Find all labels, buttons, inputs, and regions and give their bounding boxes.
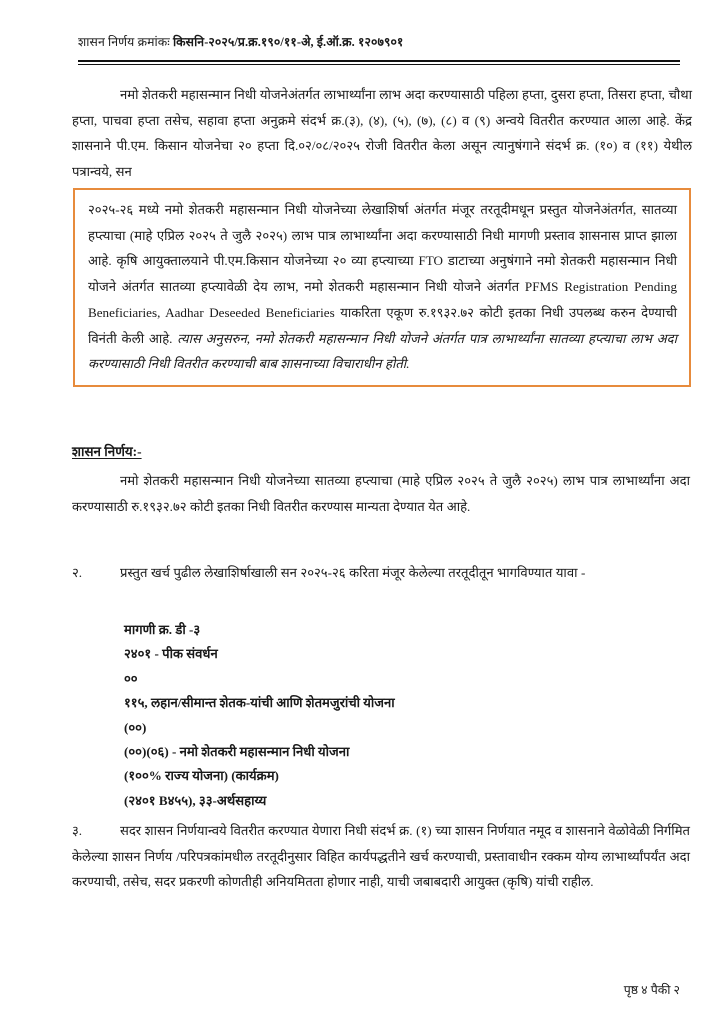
paragraph-two-wrap <box>72 560 690 586</box>
header-reference-line <box>78 34 678 51</box>
paragraph-three-number: ३. <box>72 823 83 838</box>
document-header <box>78 34 678 51</box>
paragraph-three-wrap <box>72 818 690 895</box>
intro-paragraph: नमो शेतकरी महासन्मान निधी योजनेअंतर्गत लाभार्थ्यांना लाभ अदा करण्यासाठी पहिला हप्ता, दुसरा हप्ता, तिसरा हप्ता, चौथा हप्ता, पाचवा हप्ता तसेच, सहावा हप्ता अनुक्रमे संदर्भ क्र.(३), (४), (५), (७), (८) व (९) अन्वये वितरीत करण्यात आला आहे. केंद्र शासनाने पी.एम. किसान योजनेचा २० हप्ता दि.०२/०८/२०२५ रोजी वितरीत केला असून त्यानुषंगाने संदर्भ क्र. (१०) व (११) येथील पत्रान्वये, सन <box>72 87 692 179</box>
highlighted-text-italic: त्यास अनुसरुन, नमो शेतकरी महासन्मान निधी योजने अंतर्गत पात्र लाभार्थ्यांना सातव्या हप्त्याचा लाभ अदा करण्यासाठी निधी वितरीत करण्याची बाब शासनाच्या विचाराधीन होती. <box>88 330 677 372</box>
budget-line: (२४०१ B४५५), ३३-अर्थसहाय्य <box>124 792 267 808</box>
header-divider-thin-line <box>78 64 680 66</box>
budget-line: मागणी क्र. डी -३ <box>124 622 201 637</box>
budget-line: ११५, लहान/सीमान्त शेतक-यांची आणि शेतमजुरांची योजना <box>124 695 395 711</box>
paragraph-three <box>72 818 690 895</box>
highlighted-text-normal: २०२५-२६ मध्ये नमो शेतकरी महासन्मान निधी योजनेच्या लेखाशिर्षा अंतर्गत मंजूर तरतूदीमधून प्रस्तुत योजनेअंतर्गत, सातव्या हप्त्याचा (माहे एप्रिल २०२५ ते जुलै २०२५) लाभ पात्र लाभार्थ्यांना अदा करण्यासाठी निधी मागणी प्रस्ताव शासनास प्राप्त झाला आहे. कृषि आयुक्तालयाने पी.एम.किसान योजनेच्या २० व्या हप्त्याच्या FTO डाटाच्या अनुषंगाने नमो शेतकरी महासन्मान निधी योजने अंतर्गत सातव्या हप्त्यावेळी देय लाभ, नमो शेतकरी महासन्मान निधी योजने अंतर्गत PFMS Registration Pending Beneficiaries, Aadhar Deseeded Beneficiaries याकरिता एकूण रु.१९३२.७२ कोटी इतका निधी उपलब्ध करुन देण्याची विनंती केली आहे. <box>88 202 677 346</box>
budget-line: (००)(०६) - नमो शेतकरी महासन्मान निधी योजना <box>124 744 350 760</box>
header-label: शासन निर्णय क्रमांकः <box>78 35 173 49</box>
paragraph-three-text: सदर शासन निर्णयान्वये वितरीत करण्यात येणारा निधी संदर्भ क्र. (१) च्या शासन निर्णयात नमूद व शासनाने वेळोवेळी निर्गमित केलेल्या शासन निर्णय /परिपत्रकांमधील तरतूदीनुसार विहित कार्यपद्धतीने खर्च करण्याची, प्रस्तावाधीन रक्कम योग्य लाभार्थ्यांपर्यंत अदा करण्याची, तसेच, सदर प्रकरणी कोणतीही अनियमितता होणार नाही, याची जबाबदारी आयुक्त (कृषि) यांची राहील. <box>72 823 690 890</box>
budget-line: २४०१ - पीक संवर्धन <box>124 646 218 662</box>
paragraph-two-number: २. <box>72 565 83 580</box>
budget-line: (००) <box>124 719 147 735</box>
paragraph-two <box>72 560 690 586</box>
highlighted-paragraph <box>88 197 677 377</box>
decision-paragraph-wrap <box>72 468 690 519</box>
header-divider <box>78 60 680 65</box>
budget-line: (१००% राज्य योजना) (कार्यक्रम) <box>124 768 279 784</box>
budget-head-block <box>124 618 594 813</box>
decision-paragraph: नमो शेतकरी महासन्मान निधी योजनेच्या सातव्या हप्त्याचा (माहे एप्रिल २०२५ ते जुलै २०२५) लाभ पात्र लाभार्थ्यांना अदा करण्यासाठी रु.१९३२.७२ कोटी इतका निधी वितरीत करण्यास मान्यता देण्यात येत आहे. <box>72 473 690 514</box>
page-footer: पृष्ठ ४ पैकी २ <box>623 983 680 997</box>
header-reference-number: किसनि-२०२५/प्र.क्र.१९०/११-अे, ई.ऑ.क्र. १२०७९०१ <box>172 35 404 49</box>
decision-heading: शासन निर्णय:- <box>72 444 142 459</box>
highlighted-text-box <box>73 188 691 387</box>
document-body <box>72 82 692 890</box>
budget-line: ०० <box>124 670 138 686</box>
paragraph-two-text: प्रस्तुत खर्च पुढील लेखाशिर्षाखाली सन २०२५-२६ करिता मंजूर केलेल्या तरतूदीतून भागविण्यात यावा - <box>120 565 586 580</box>
